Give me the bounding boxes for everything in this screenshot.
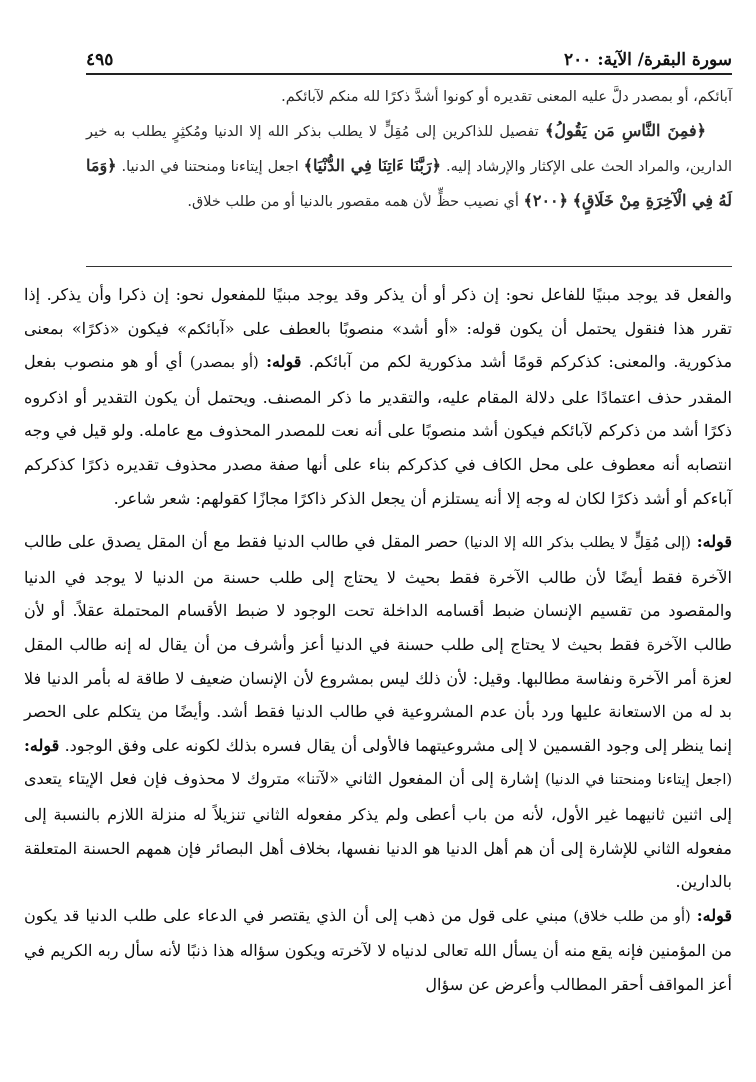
base-explanation: تفصيل للذاكرين إلى مُقِلٍّ لا يطلب بذكر الله إلا الدنيا ومُكثِرٍ يطلب به خير الدارين، والمراد الحث على الإكثار والإرشاد إليه. xyxy=(86,124,733,175)
commentary-paragraph xyxy=(24,525,732,1001)
page-header xyxy=(86,40,732,70)
commentary-text-segment: حصر المقل في طالب الدنيا فقط مع أن المقل يصدق على طالب الآخرة فقط أيضًا لأن طالب الآخرة فقط بحيث لا يحتاج إلى طلب حسنة من الدنيا لا يوجد في الدنيا والمقصود من تقسيم الإنسان ضبط أقسامه الداخلة تحت الوجود لا ضبط الأقسام المحتملة عقلاً. أو لأن طالب الآخرة فقط بحيث لا يحتاج إلى طلب حسنة في الدنيا أعز وأشرف من أن يقال له إنه طالب المقل لعزة أمر الآخرة ونفاسة مطالبها. وقيل: لأن ذلك ليس بمشروع لأن الإنسان ضعيف لا طاقة له بأمر الدنيا فلا بد له من الاستعانة عليها ورد بأن عدم المشروعية في طالب الدنيا فقط أشد. وأيضًا من يتكلم على الحصر إنما ينظر إلى وجود القسمين لا إلى مشروعيتهما فالأولى أن يقال فسره بذلك لكونه على وفق الوجود. xyxy=(24,532,732,755)
cited-phrase: (إلى مُقِلٍّ لا يطلب بذكر الله إلا الدنيا) xyxy=(464,535,691,552)
base-line: آبائكم، أو بمصدر دلَّ عليه المعنى تقديره أو كونوا أشدَّ ذكرًا لله منكم لآبائكم. xyxy=(281,89,732,105)
base-text xyxy=(86,80,732,219)
cited-phrase: (اجعل إيتاءنا ومنحتنا في الدنيا) xyxy=(545,772,733,789)
section-divider xyxy=(86,266,732,267)
header-rule xyxy=(86,73,732,75)
commentary-paragraph xyxy=(24,278,732,515)
base-explanation: أي نصيب حظٍّ لأن همه مقصور بالدنيا أو من طلب خلاق. xyxy=(187,194,519,210)
commentary-text-segment: إشارة إلى أن المفعول الثاني «لآتنا» متروك لا محذوف فإن فعل الإيتاء يتعدى إلى اثنين ثانيهما غير الأول، لأنه من باب أعطى ولم يذكر مفعوله الثاني تنزيلاً له منزلة اللازم بالنسبة إلى مفعوله الثاني للإشارة إلى أن هم أهل الدنيا هو الدنيا نفسها، بخلاف أهل البصائر فإن همهم الحسنة المتعلقة بالدارين. xyxy=(24,769,732,892)
commentary-text-segment: أي أو هو منصوب بفعل المقدر حذف اعتمادًا على دلالة المقام عليه، والتقدير ما ذكر المصنف. ويحتمل أن يكون التقدير أو اذكروه ذكرًا أشد من ذكركم لآبائكم فيكون أشد منصوبًا على أنه نعت للمصدر المحذوف مع عامله. ولو قيل في وجه انتصابه أنه معطوف على محل الكاف في كذكركم بناء على أنها صفة مصدر محذوف تقديره ذكرًا كذكركم آباءكم أو أشد ذكرًا لكان له وجه إلا أنه يستلزم أن يجعل الذكر ذاكرًا مجازًا كقولهم: شعر شاعر. xyxy=(24,352,732,508)
cited-phrase: (أو من طلب خلاق) xyxy=(573,908,691,925)
qawluh-keyword: قوله: xyxy=(696,905,733,925)
quran-quote: ﴿رَبَّنَا ءَاتِنَا فِي الدُّنْيَا﴾ xyxy=(303,156,442,175)
quran-quote: ﴿فمِنَ النَّاسِ مَن يَقُولُ﴾ xyxy=(544,121,707,140)
verse-number-marker: ﴿٢٠٠﴾ xyxy=(523,191,569,210)
commentary-text-segment: مبني على قول من ذهب إلى أن الذي يقتصر في الدعاء على طلب الدنيا قد يكون من المؤمنين فإنه يقع منه أن يسأل الله تعالى لدنياه لا لآخرته ويكون سؤاله هذا ذنبًا لأنه سأل ربه الكريم في أعز المواقف أحقر المطالب وأعرض عن سؤال xyxy=(24,905,733,994)
base-explanation: اجعل إيتاءنا ومنحتنا في الدنيا. xyxy=(121,159,299,175)
chapter-title: سورة البقرة/ الآية: ٢٠٠ xyxy=(564,50,732,70)
quran-quote: ﴿وَمَا لَهُ فِي الْآخِرَةِ مِنْ خَلَاقٍ﴾ xyxy=(86,156,732,210)
commentary-text-segment: والفعل قد يوجد مبنيًا للفاعل نحو: إن ذكر أو أن يذكر وقد يوجد مبنيًا للمفعول نحو: إن ذكرا وأن يذكر. إذا تقرر هذا فنقول يحتمل أن يكون قوله: «أو أشد» منصوبًا بالعطف على «آبائكم» فيكون «ذكرًا» بمعنى مذكورية. والمعنى: كذكركم قومًا أشد مذكورية لكم من آبائكم. xyxy=(24,285,733,372)
base-paragraph xyxy=(86,114,732,219)
qawluh-keyword: قوله: xyxy=(266,352,302,372)
cited-phrase: (أو بمصدر) xyxy=(189,355,259,372)
qawluh-keyword: قوله: xyxy=(24,735,60,755)
qawluh-keyword: قوله: xyxy=(696,532,733,552)
page-number: ٤٩٥ xyxy=(86,50,114,70)
commentary-text xyxy=(24,278,732,1001)
